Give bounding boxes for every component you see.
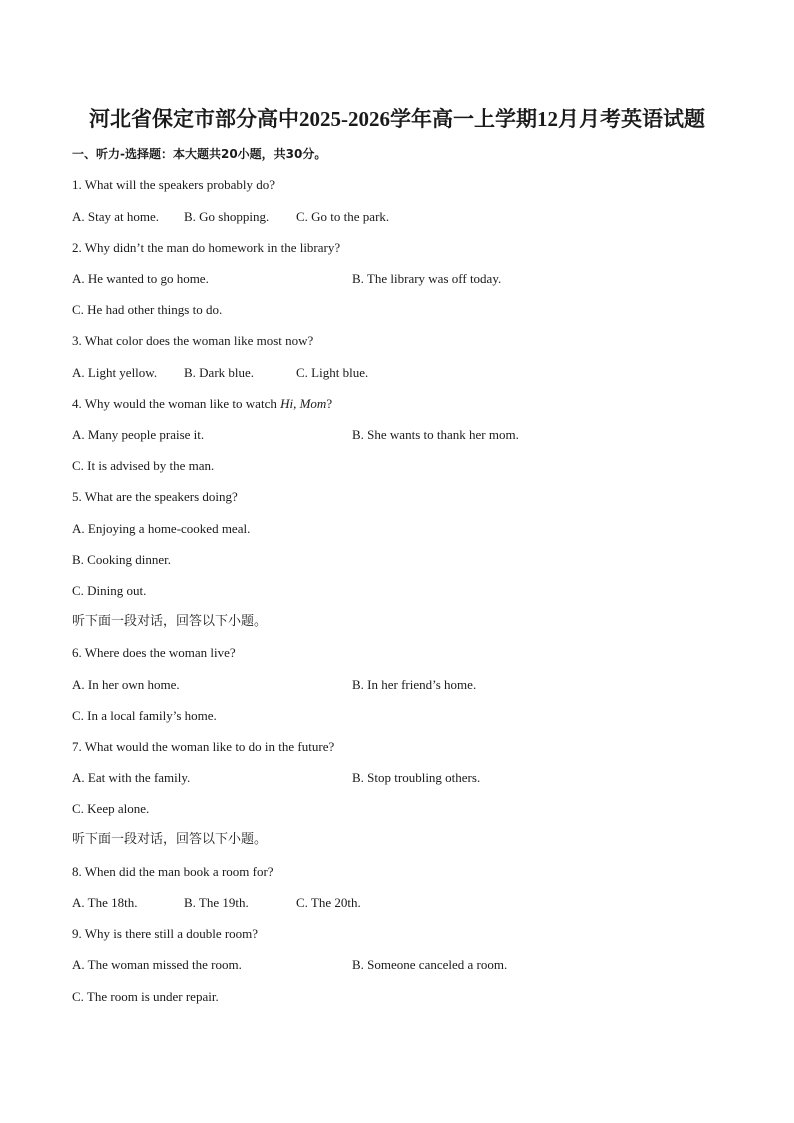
question-5: 5. What are the speakers doing?: [72, 489, 238, 504]
question-8: 8. When did the man book a room for?: [72, 864, 274, 879]
q7-option-c: C. Keep alone.: [72, 801, 150, 816]
q8-option-a: A. The 18th.: [72, 895, 138, 910]
q6-option-b: B. In her friend’s home.: [352, 677, 477, 692]
question-3: 3. What color does the woman like most now?: [72, 333, 314, 348]
q4-option-c: C. It is advised by the man.: [72, 458, 215, 473]
dialogue-instruction: 听下面一段对话，回答以下小题。: [72, 614, 268, 629]
dialogue-instruction-2: 听下面一段对话，回答以下小题。: [72, 832, 268, 847]
q1-option-a: A. Stay at home.: [72, 209, 160, 224]
question-1: 1. What will the speakers probably do?: [72, 177, 276, 192]
q7-option-b: B. Stop troubling others.: [352, 770, 481, 785]
q8-option-c: C. The 20th.: [296, 895, 361, 910]
question-4-end: ?: [326, 396, 333, 411]
q2-option-c: C. He had other things to do.: [72, 302, 223, 317]
q7-option-a: A. Eat with the family.: [72, 770, 191, 785]
section-heading: 一、听力-选择题：本大题共20小题，共30分。: [72, 147, 327, 161]
q6-option-a: A. In her own home.: [72, 677, 180, 692]
question-6: 6. Where does the woman live?: [72, 645, 236, 660]
q9-option-c: C. The room is under repair.: [72, 989, 219, 1004]
q6-option-c: C. In a local family’s home.: [72, 708, 217, 723]
q4-option-a: A. Many people praise it.: [72, 427, 205, 442]
question-9: 9. Why is there still a double room?: [72, 926, 259, 941]
q9-option-a: A. The woman missed the room.: [72, 957, 242, 972]
q9-option-b: B. Someone canceled a room.: [352, 957, 508, 972]
q3-option-b: B. Dark blue.: [184, 365, 255, 380]
question-4: [72, 396, 332, 412]
q5-option-c: C. Dining out.: [72, 583, 147, 598]
q2-option-a: A. He wanted to go home.: [72, 271, 209, 286]
q1-option-c: C. Go to the park.: [296, 209, 390, 224]
q3-option-a: A. Light yellow.: [72, 365, 158, 380]
q3-option-c: C. Light blue.: [296, 365, 369, 380]
q5-option-a: A. Enjoying a home-cooked meal.: [72, 521, 251, 536]
question-4-text: 4. Why would the woman like to watch: [72, 396, 281, 411]
question-4-title: Hi, Mom: [280, 396, 327, 411]
q5-option-b: B. Cooking dinner.: [72, 552, 171, 567]
q1-option-b: B. Go shopping.: [184, 209, 270, 224]
q4-option-b: B. She wants to thank her mom.: [352, 427, 519, 442]
question-7: 7. What would the woman like to do in the future?: [72, 739, 335, 754]
question-2: 2. Why didn’t the man do homework in the library?: [72, 240, 341, 255]
q8-option-b: B. The 19th.: [184, 895, 249, 910]
page-title: 河北省保定市部分高中2025-2026学年高一上学期12月月考英语试题: [89, 107, 705, 131]
q2-option-b: B. The library was off today.: [352, 271, 502, 286]
